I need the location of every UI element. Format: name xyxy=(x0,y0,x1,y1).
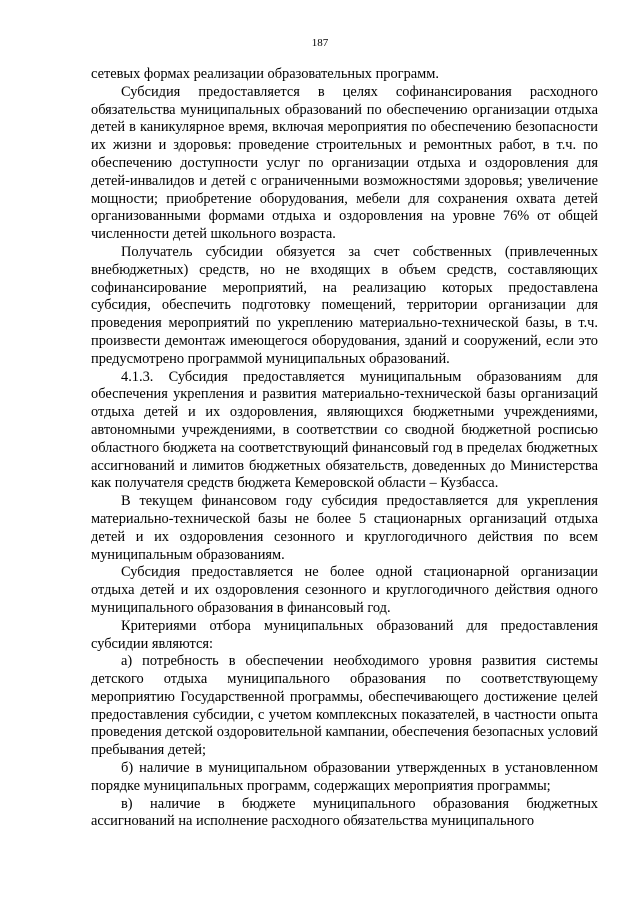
paragraph-section-4-1-3: 4.1.3. Субсидия предоставляется муниципальным образованиям для обеспечения укрепления и развития материально-технической базы организаций отдыха детей и их оздоровления, являющихся бюджетными учреждениями, автономными учреждениями, в соответствии со сводной бюджетной росписью областного бюджета на соответствующий финансовый год в пределах бюджетных ассигнований и лимитов бюджетных обязательств, доведенных до Министерства как получателя средств бюджета Кемеровской области – Кузбасса. xyxy=(91,368,598,492)
paragraph-continuation: сетевых формах реализации образовательных программ. xyxy=(91,66,439,82)
paragraph-criterion-c: в) наличие в бюджете муниципального образования бюджетных ассигнований на исполнение расходного обязательства муниципального xyxy=(91,795,598,830)
document-body xyxy=(91,66,598,831)
paragraph-criterion-b: б) наличие в муниципальном образовании утвержденных в установленном порядке муниципальных программ, содержащих мероприятия программы; xyxy=(91,760,598,794)
paragraph-one-organization: Субсидия предоставляется не более одной стационарной организации отдыха детей и их оздоровления сезонного и круглогодичного действия одного муниципального образования в финансовый год. xyxy=(91,564,598,616)
paragraph-selection-criteria: Критериями отбора муниципальных образований для предоставления субсидии являются: xyxy=(91,617,598,652)
paragraph-recipient-obligations: Получатель субсидии обязуется за счет собственных (привлеченных внебюджетных) средств, но не входящих в объем средств, составляющих софинансирование мероприятий, на реализацию которых предоставлена субсидия, обеспечить подготовку помещений, территории организации для проведения мероприятий по укреплению материально-технической базы, в т.ч. произвести демонтаж имеющегося оборудования, зданий и сооружений, если это предусмотрено программой муниципальных образований. xyxy=(91,243,598,367)
paragraph-subsidy-purpose: Субсидия предоставляется в целях софинансирования расходного обязательства муниципальных образований по обеспечению организации отдыха детей в каникулярное время, включая мероприятия по обеспечению безопасности их жизни и здоровья: проведение строительных и ремонтных работ, в т.ч. по обеспечению доступности услуг по организации отдыха и оздоровления для детей-инвалидов и детей с ограниченными возможностями здоровья; увеличение мощности; приобретение оборудования, мебели для сохранения охвата детей организованными формами отдыха и оздоровления на уровне 76% от общей численности детей школьного возраста. xyxy=(91,83,598,243)
page-number: 187 xyxy=(311,37,329,49)
paragraph-current-year: В текущем финансовом году субсидия предоставляется для укрепления материально-технической базы не более 5 стационарных организаций отдыха детей и их оздоровления сезонного и круглогодичного действия по всем муниципальным образованиям. xyxy=(91,493,598,563)
paragraph-criterion-a: а) потребность в обеспечении необходимого уровня развития системы детского отдыха муниципального образования по соответствующему мероприятию Государственной программы, обеспечивающего достижение целей предоставления субсидии, с учетом комплексных показателей, в частности опыта проведения детской оздоровительной кампании, обеспечения безопасных условий пребывания детей; xyxy=(91,653,598,759)
